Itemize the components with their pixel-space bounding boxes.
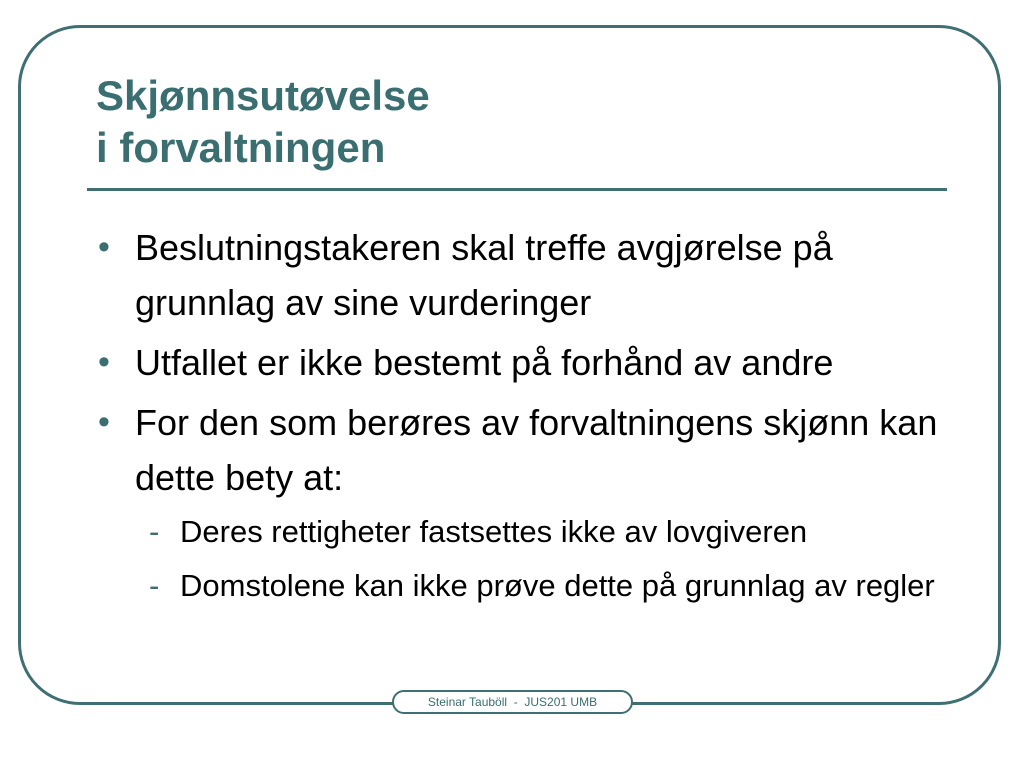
sub-bullet-marker: - (149, 514, 160, 549)
bullet-list (96, 220, 946, 617)
bullet-item (96, 395, 946, 609)
bullet-text: Utfallet er ikke bestemt på forhånd av andre (135, 342, 834, 383)
bullet-text: For den som berøres av forvaltningens skjønn kan dette bety at: (135, 402, 938, 498)
sub-bullet-item (135, 563, 946, 609)
sub-bullet-text: Domstolene kan ikke prøve dette på grunnlag av regler (180, 568, 935, 603)
slide-title-line-2: i forvaltningen (96, 124, 386, 171)
bullet-item (96, 335, 946, 390)
slide-title-line-1: Skjønnsutøvelse (96, 72, 430, 119)
bullet-marker: • (98, 228, 110, 266)
bullet-marker: • (98, 343, 110, 381)
sub-bullet-text: Deres rettigheter fastsettes ikke av lovgiveren (180, 514, 808, 549)
bullet-text: Beslutningstakeren skal treffe avgjørelse på grunnlag av sine vurderinger (135, 227, 833, 323)
sub-bullet-item (135, 509, 946, 555)
sub-bullet-list (135, 509, 946, 609)
slide-title (96, 70, 430, 174)
bullet-item (96, 220, 946, 330)
bullet-marker: • (98, 403, 110, 441)
footer-label: Steinar Tauböll - JUS201 UMB (392, 690, 633, 714)
title-divider (87, 188, 947, 191)
sub-bullet-marker: - (149, 568, 160, 603)
